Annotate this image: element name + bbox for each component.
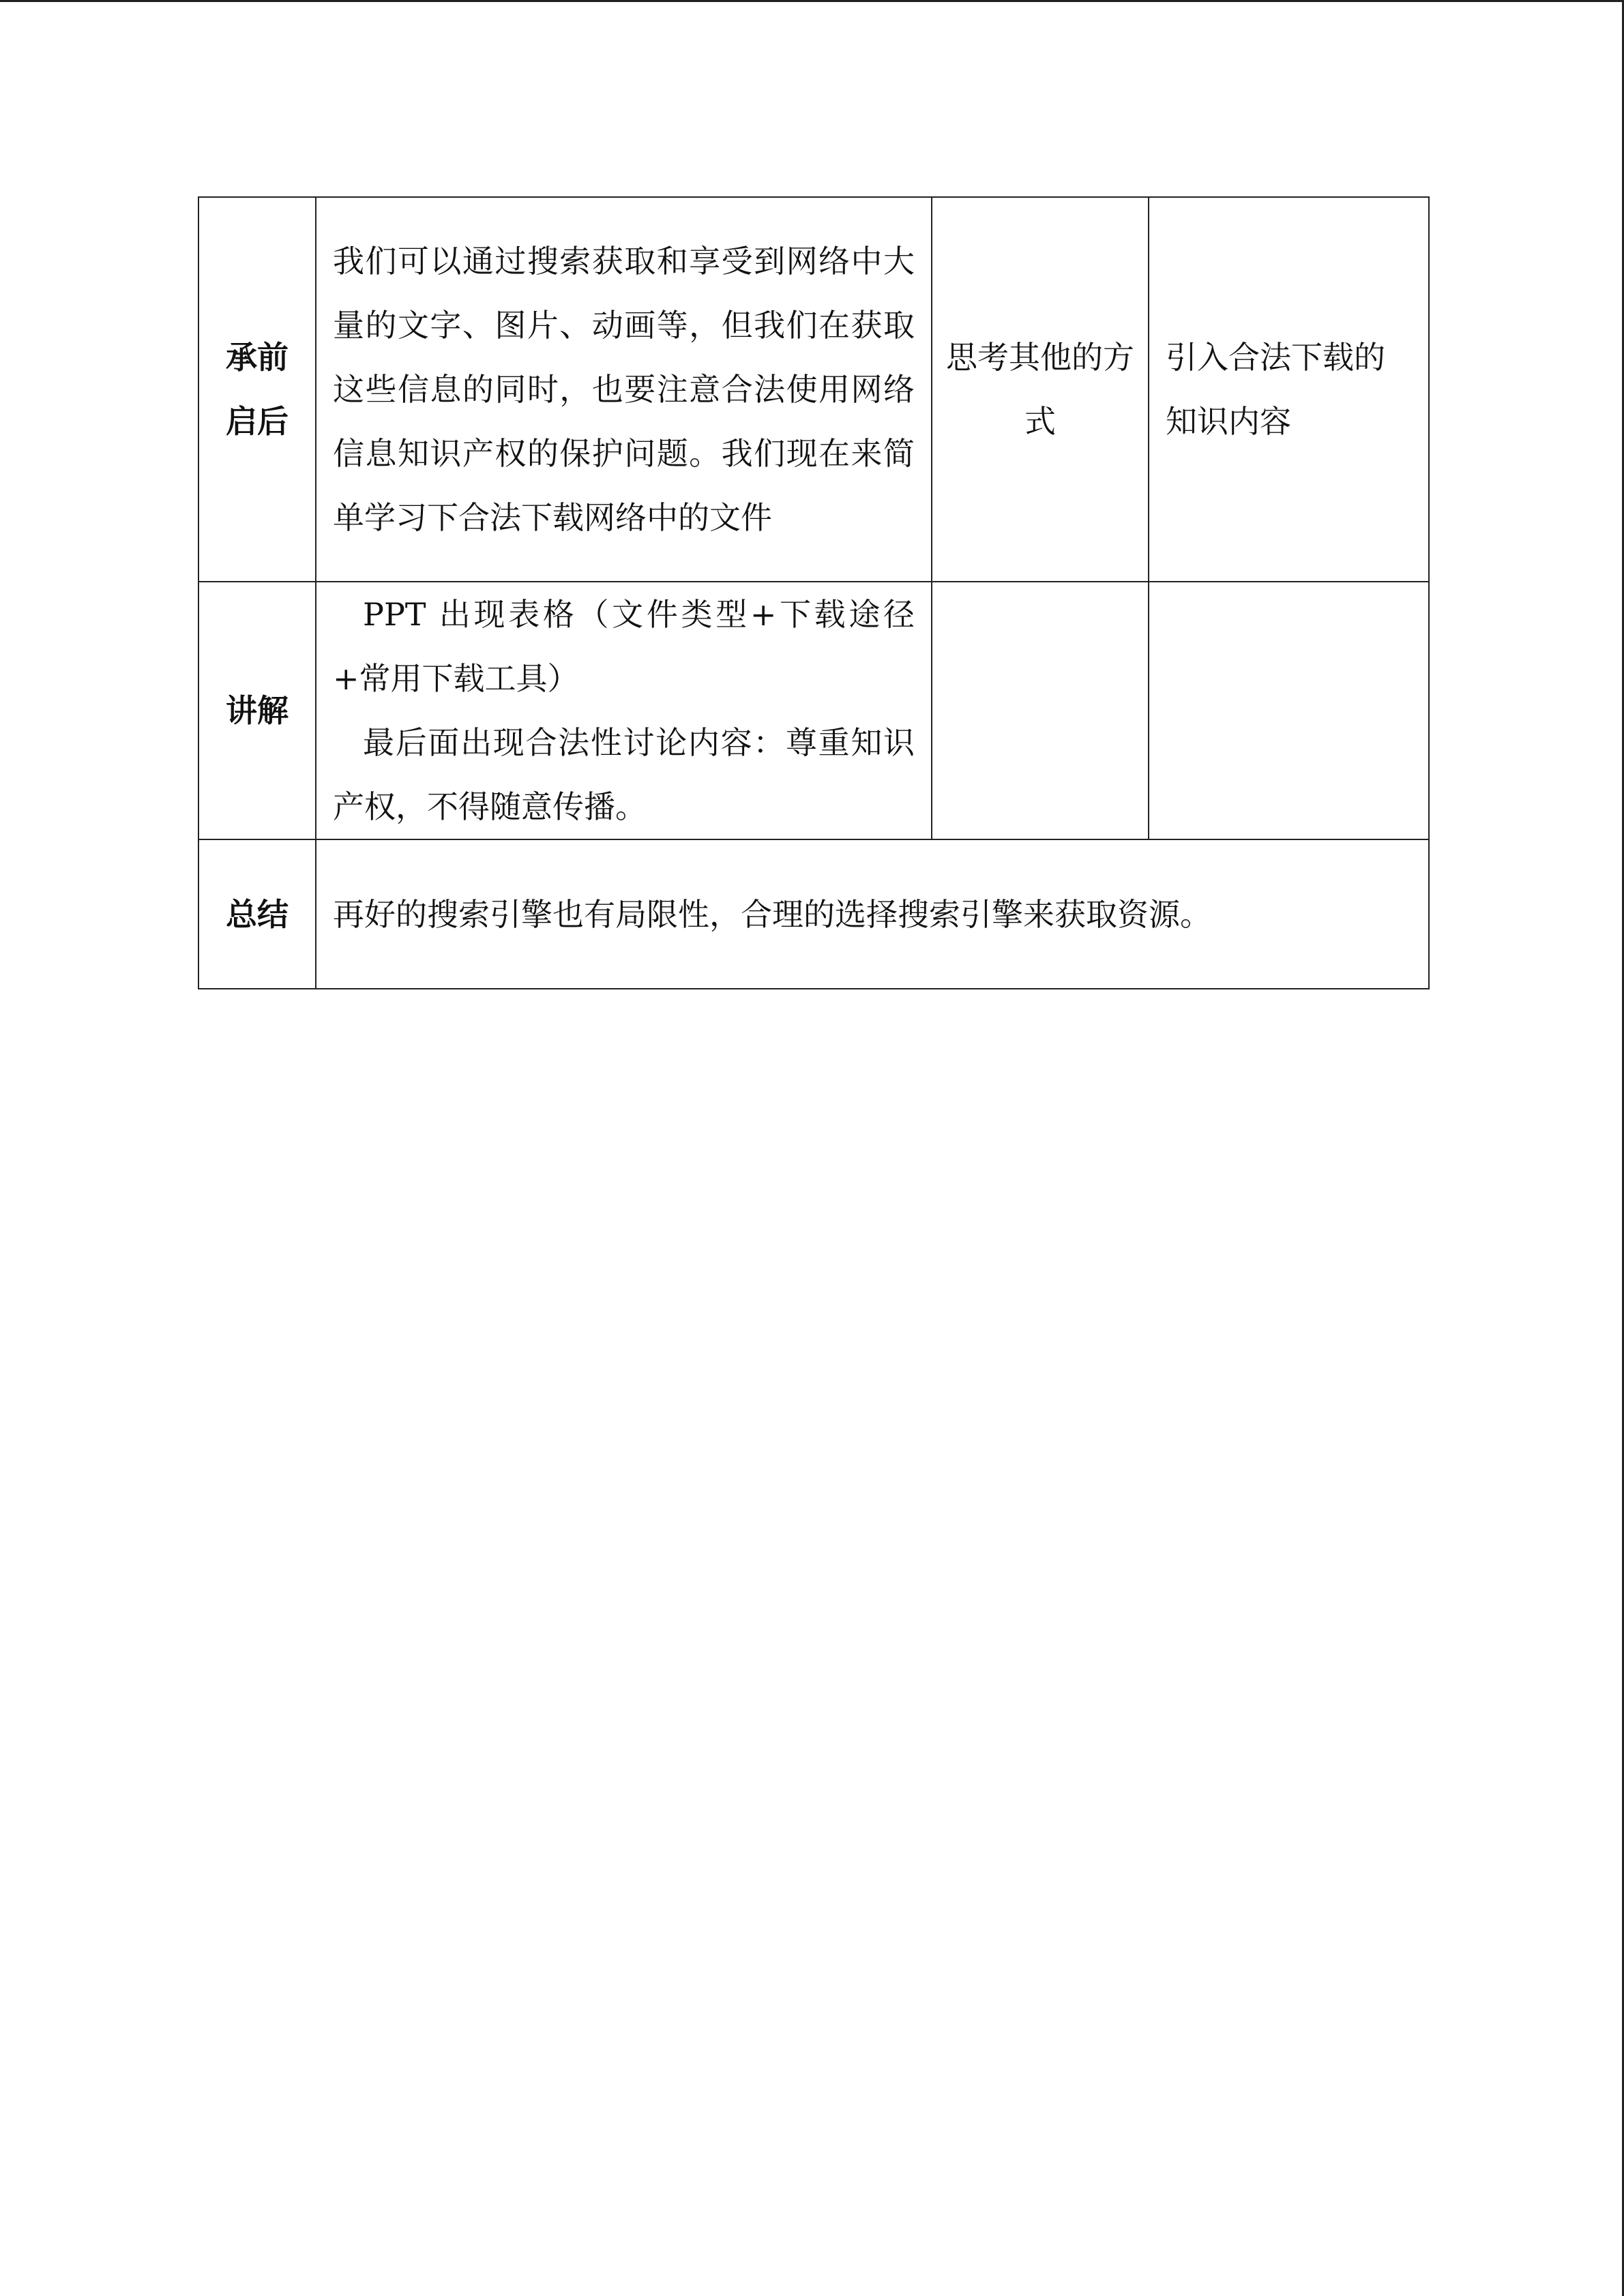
- teacher-activity-cell: 我们可以通过搜索获取和享受到网络中大量的文字、图片、动画等，但我们在获取这些信息的同时，也要注意合法使用网络信息知识产权的保护问题。我们现在来简单学习下合法下载网络中的文件: [316, 197, 932, 582]
- row-label-transition: [198, 197, 316, 582]
- content-paragraph: PPT 出现表格（文件类型+下载途径+常用下载工具）: [333, 596, 915, 697]
- design-intent-cell: 引入合法下载的知识内容: [1149, 197, 1429, 582]
- student-activity-cell: 思考其他的方式: [932, 197, 1149, 582]
- row-label-line: 承前: [226, 339, 289, 376]
- lesson-plan-table: [198, 196, 1430, 989]
- row-label-summary: 总结: [198, 839, 316, 989]
- content-paragraph: 最后面出现合法性讨论内容：尊重知识产权，不得随意传播。: [333, 724, 915, 825]
- table-row-summary: [198, 839, 1429, 989]
- design-intent-cell: [1149, 582, 1429, 839]
- table-row-transition: [198, 197, 1429, 582]
- table-row-explanation: [198, 582, 1429, 839]
- student-activity-cell: [932, 582, 1149, 839]
- summary-content-cell: 再好的搜索引擎也有局限性，合理的选择搜索引擎来获取资源。: [316, 839, 1429, 989]
- teacher-activity-cell: [316, 582, 932, 839]
- row-label-explanation: 讲解: [198, 582, 316, 839]
- row-label-line: 启后: [226, 403, 289, 440]
